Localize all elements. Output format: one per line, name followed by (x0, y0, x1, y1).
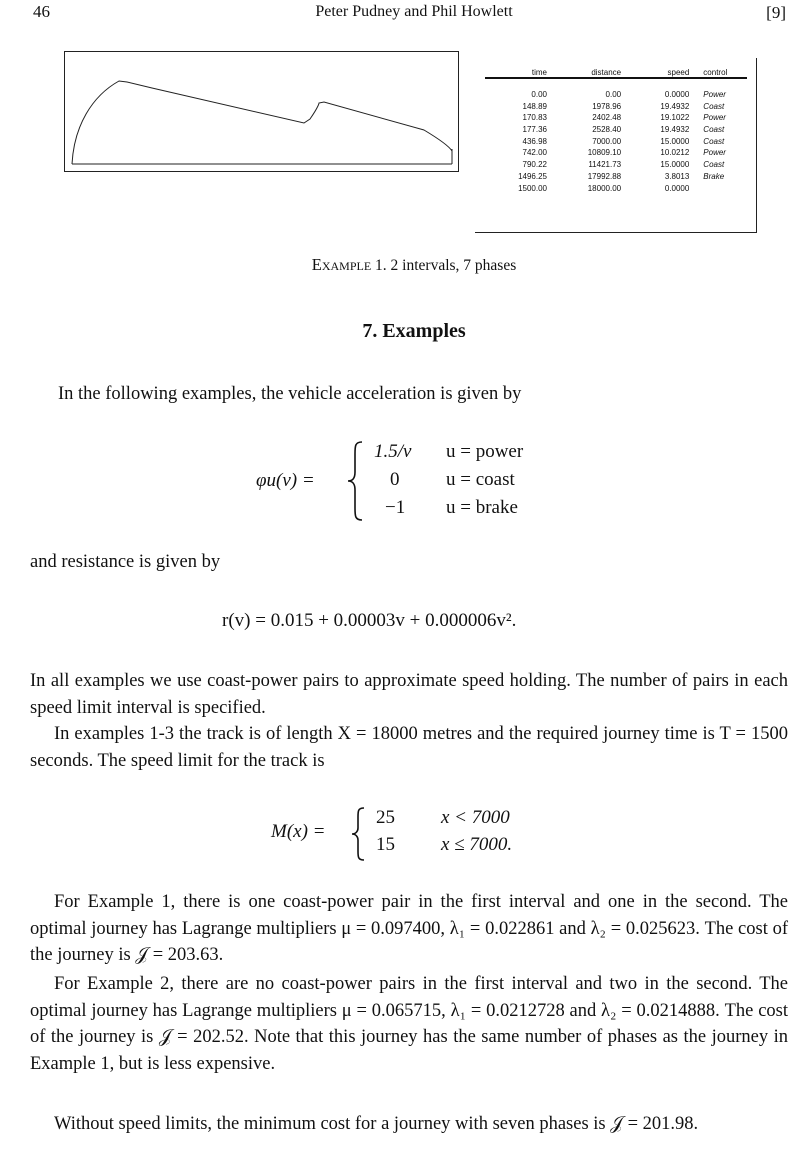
cell-distance: 0.00 (605, 90, 622, 99)
cell-distance: 10809.10 (587, 148, 622, 158)
eq-speed-limit-cond-1: x < 7000 (441, 807, 510, 828)
cell-speed: 19.4932 (660, 101, 690, 111)
paragraph-coast-power: In all examples we use coast-power pairs to approximate speed holding. The number of pairs in each speed limit interval is specified. (30, 671, 788, 718)
paragraph-acceleration-intro: In the following examples, the vehicle acceleration is given by (58, 384, 522, 404)
table-row (475, 113, 756, 125)
paragraph-example-1: For Example 1, there is one coast-power pair in the first interval and one in the second. The optimal journey has Lagrange multipliers μ = 0.097400, λ₁ = 0.022861 and λ₂ = 0.025623. The cost of the journey is 𝒥 = 203.63. (30, 892, 788, 965)
eq-acceleration-case-brake-cond: u = brake (446, 497, 518, 518)
cell-time: 1500.00 (518, 183, 547, 193)
cell-control: Power (703, 113, 726, 123)
table-row (475, 148, 756, 160)
cell-control: Power (703, 90, 726, 99)
cell-control: Coast (703, 125, 725, 135)
cell-time: 1496.25 (518, 171, 547, 181)
cell-time: 170.83 (522, 113, 547, 123)
eq-speed-limit-cond-2: x ≤ 7000. (441, 834, 513, 855)
table-row (475, 137, 756, 149)
figure-caption (0, 255, 792, 275)
cell-control: Coast (703, 160, 725, 170)
cell-time: 436.98 (522, 136, 547, 146)
page-number: 46 (33, 2, 50, 21)
phase-table-box (475, 58, 757, 233)
eq-acceleration-lhs: φu(v) = (256, 470, 315, 491)
plot-frame (65, 52, 459, 172)
cell-distance: 11421.73 (588, 160, 622, 170)
cell-distance: 1978.96 (592, 101, 622, 111)
eq-acceleration-case-coast-cond: u = coast (446, 469, 515, 490)
cell-time: 148.89 (522, 101, 547, 111)
paragraph-track-length: In examples 1-3 the track is of length X = 18000 metres and the required journey time is T = 1500 seconds. The speed limit for the track is (30, 724, 788, 771)
cell-control: Brake (703, 171, 725, 181)
running-header-ref: [9] (766, 3, 786, 22)
cell-speed: 3.8013 (664, 171, 690, 181)
eq-speed-limit-value-2: 15 (376, 834, 395, 855)
eq-acceleration-case-brake-value: −1 (385, 497, 406, 518)
table-row (475, 160, 756, 172)
col-header-distance: distance (591, 68, 622, 77)
paragraph-example-2: For Example 2, there are no coast-power pairs in the first interval and two in the second. The optimal journey has Lagrange multipliers μ = 0.065715, λ₁ = 0.0212728 and λ₂ = 0.0214888. The cost of the journey is 𝒥 = 202.52. Note that this journey has the same number of phases as the journey in Example 1, but is less expensive. (30, 974, 788, 1074)
eq-resistance: r(v) = 0.015 + 0.00003v + 0.000006v². (222, 610, 517, 631)
table-row (475, 125, 756, 137)
cell-time: 790.22 (522, 160, 547, 170)
caption-text: 1. 2 intervals, 7 phases (371, 257, 517, 274)
eq-speed-limit-value-1: 25 (376, 807, 395, 828)
cell-time: 177.36 (522, 125, 547, 135)
col-header-speed: speed (667, 68, 690, 77)
table-header-row (475, 61, 756, 77)
eq-speed-limit-lhs: M(x) = (271, 821, 326, 842)
cell-distance: 2402.48 (592, 113, 622, 123)
cell-speed: 0.0000 (664, 183, 690, 193)
speed-profile-curve (72, 81, 452, 164)
eq-acceleration-case-power-cond: u = power (446, 441, 524, 462)
table-row (475, 184, 756, 196)
cell-control: Coast (703, 136, 725, 146)
cell-control (689, 184, 756, 196)
cell-speed: 19.1022 (660, 113, 690, 123)
eq-speed-limit-brace (350, 806, 370, 862)
cell-control: Power (703, 148, 726, 158)
case-power-value: 1.5/v (374, 441, 412, 462)
section-title: 7. Examples (362, 320, 466, 342)
caption-label: Example (311, 255, 372, 274)
col-header-control: control (703, 68, 728, 77)
eq-acceleration-brace (346, 440, 368, 522)
cell-control: Coast (703, 101, 725, 111)
cell-distance: 2528.40 (592, 125, 622, 135)
table-row (475, 102, 756, 114)
col-header-time: time (531, 68, 547, 77)
cell-speed: 10.0212 (660, 148, 690, 158)
cell-speed: 15.0000 (660, 136, 690, 146)
paragraph-resistance-intro: and resistance is given by (30, 552, 221, 572)
cell-time: 0.00 (531, 90, 547, 99)
cell-speed: 15.0000 (660, 160, 690, 170)
paragraph-no-speed-limits: Without speed limits, the minimum cost for a journey with seven phases is 𝒥 = 201.98. (54, 1114, 699, 1134)
speed-profile-plot (64, 51, 460, 173)
cell-time: 742.00 (522, 148, 547, 158)
cell-distance: 18000.00 (587, 183, 622, 193)
table-row (475, 172, 756, 184)
phase-table (475, 61, 756, 195)
cell-speed: 0.0000 (664, 90, 690, 99)
cell-distance: 17992.88 (587, 171, 622, 181)
running-header-authors: Peter Pudney and Phil Howlett (315, 3, 513, 20)
eq-acceleration-case-coast-value: 0 (390, 469, 400, 490)
eq-acceleration-case-power-value (374, 441, 411, 463)
cell-distance: 7000.00 (592, 136, 622, 146)
table-row (475, 77, 756, 102)
cell-speed: 19.4932 (660, 125, 690, 135)
